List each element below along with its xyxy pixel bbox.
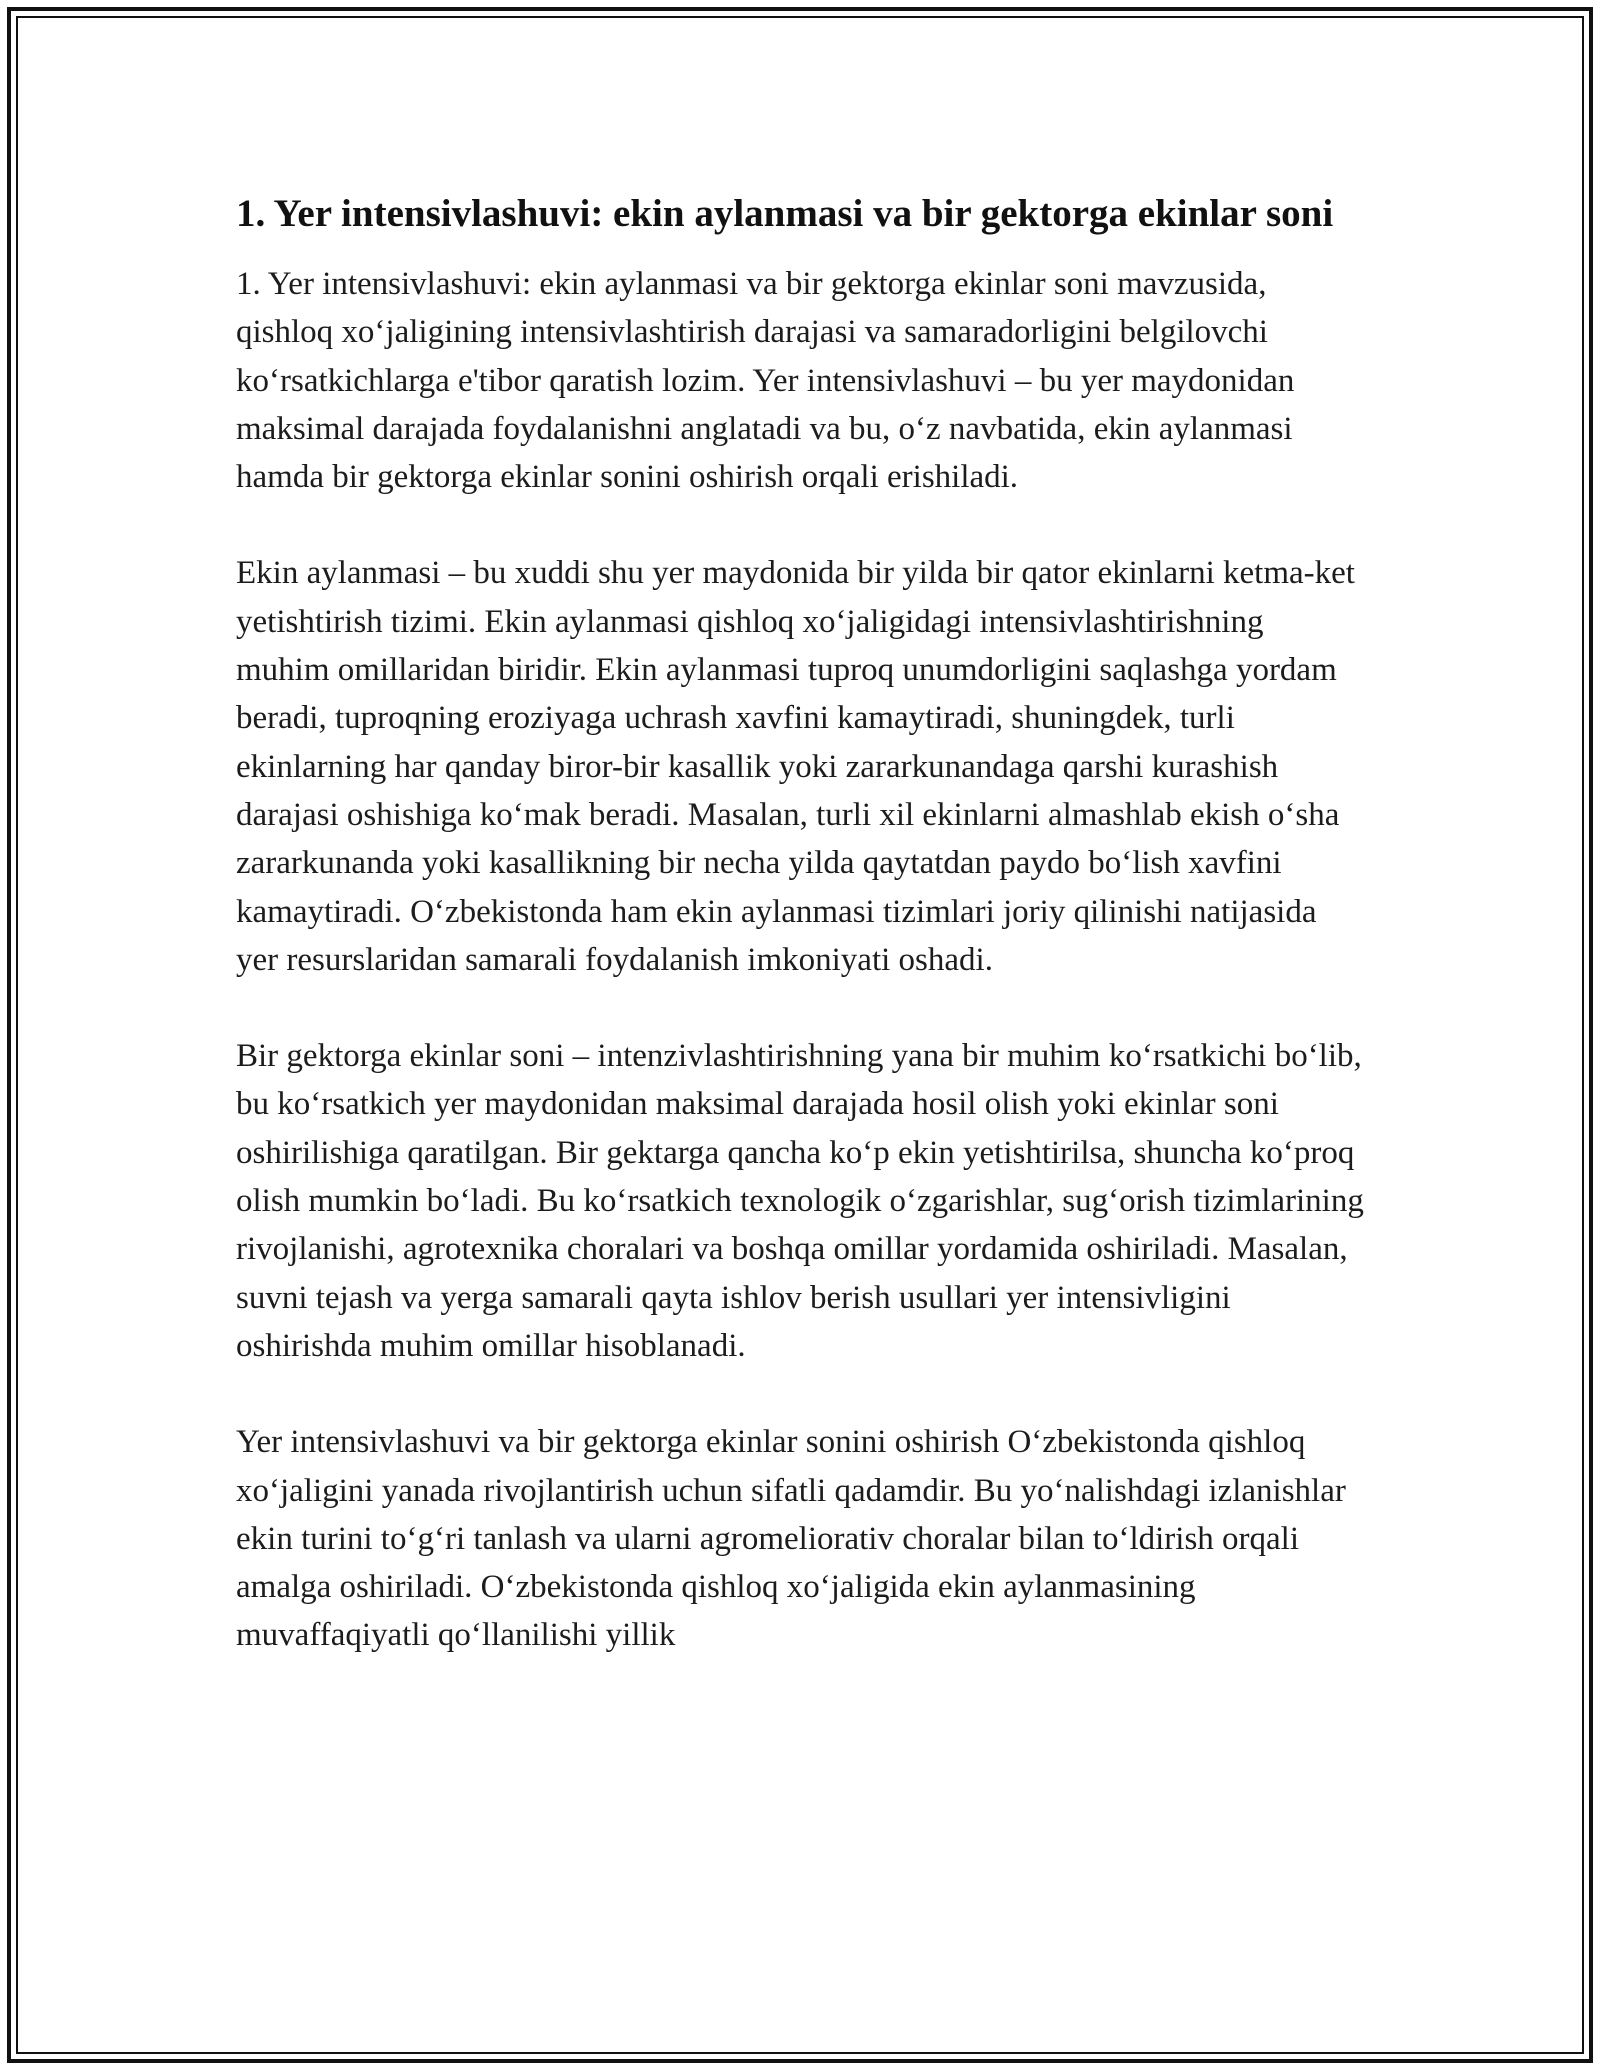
paragraph-3: Bir gektorga ekinlar soni – intenzivlashtirishning yana bir muhim koʻrsatkichi boʻlib, bu koʻrsatkich yer maydonidan maksimal darajada hosil olish yoki ekinlar soni oshirilishiga qaratilgan. Bir gektarga qancha koʻp ekin yetishtirilsa, shuncha koʻproq olish mumkin boʻladi. Bu koʻrsatkich texnologik oʻzgarishlar, sugʻorish tizimlarining rivojlanishi, agrotexnika choralari va boshqa omillar yordamida oshiriladi. Masalan, suvni tejash va yerga samarali qayta ishlov berish usullari yer intensivligini oshirishda muhim omillar hisoblanadi. bbox=[236, 1038, 1364, 1364]
paragraph-2: Ekin aylanmasi – bu xuddi shu yer maydonida bir yilda bir qator ekinlarni ketma-ket yetishtirish tizimi. Ekin aylanmasi qishloq xoʻjaligidagi intensivlashtirishning muhim omillaridan biridir. Ekin aylanmasi tuproq unumdorligini saqlashga yordam beradi, tuproqning eroziyaga uchrash xavfini kamaytiradi, shuningdek, turli ekinlarning har qanday biror-bir kasallik yoki zararkunandaga qarshi kurashish darajasi oshishiga koʻmak beradi. Masalan, turli xil ekinlarni almashlab ekish oʻsha zararkunanda yoki kasallikning bir necha yilda qaytatdan paydo boʻlish xavfini kamaytiradi. Oʻzbekistonda ham ekin aylanmasi tizimlari joriy qilinishi natijasida yer resurslaridan samarali foydalanish imkoniyati oshadi. bbox=[236, 555, 1355, 978]
paragraph-1: 1. Yer intensivlashuvi: ekin aylanmasi va bir gektorga ekinlar soni mavzusida, qishloq xoʻjaligining intensivlashtirish darajasi va samaradorligini belgilovchi koʻrsatkichlarga e'tibor qaratish lozim. Yer intensivlashuvi – bu yer maydonidan maksimal darajada foydalanishni anglatadi va bu, oʻz navbatida, ekin aylanmasi hamda bir gektorga ekinlar sonini oshirish orqali erishiladi. bbox=[236, 266, 1295, 496]
document-title: 1. Yer intensivlashuvi: ekin aylanmasi va bir gektorga ekinlar soni bbox=[236, 192, 1334, 235]
paragraph-4: Yer intensivlashuvi va bir gektorga ekinlar sonini oshirish Oʻzbekistonda qishloq xoʻjaligini yanada rivojlantirish uchun sifatli qadamdir. Bu yoʻnalishdagi izlanishlar ekin turini toʻgʻri tanlash va ularni agromeliorativ choralar bilan toʻldirish orqali amalga oshiriladi. Oʻzbekistonda qishloq xoʻjaligida ekin aylanmasining muvaffaqiyatli qoʻllanilishi yillik bbox=[236, 1424, 1346, 1654]
document-content bbox=[236, 186, 1364, 1660]
